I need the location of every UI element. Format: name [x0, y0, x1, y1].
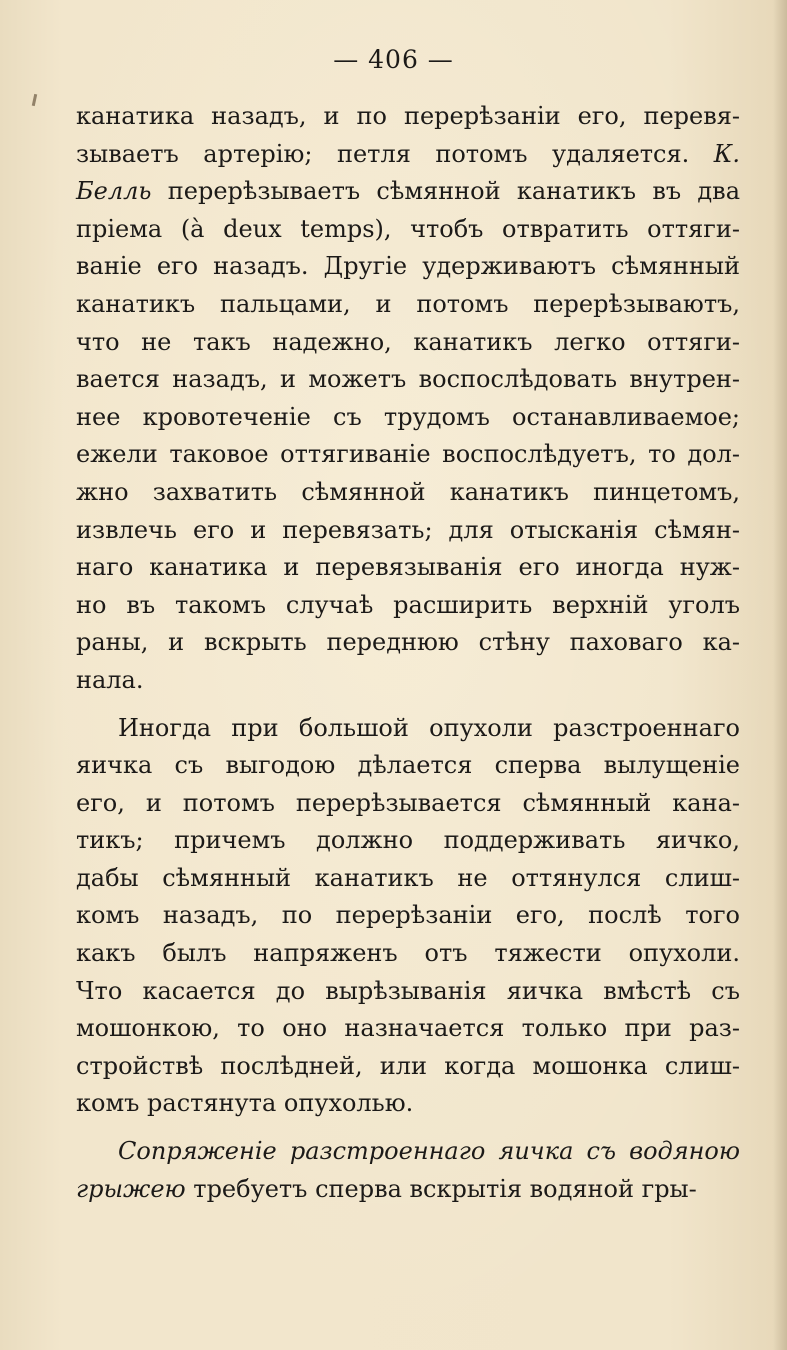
- text-segment: канатика назадъ, и по перерѣзанiи его, перевя-: [76, 102, 740, 130]
- text-segment: жно захватить сѣмянной канатикъ пинцетомъ,: [76, 477, 740, 506]
- text-line: [76, 822, 740, 860]
- text-line: [76, 286, 740, 324]
- text-line: [76, 747, 740, 785]
- text-segment: перерѣзываетъ сѣмянной канатикъ въ два: [151, 177, 740, 206]
- text-line: [76, 1133, 740, 1171]
- page-body-text: [76, 98, 740, 1208]
- text-segment: но въ такомъ случаѣ расширить верхнiй уголъ: [76, 590, 740, 619]
- text-line: [76, 436, 740, 474]
- text-line: [76, 1010, 740, 1048]
- text-segment: нала.: [76, 665, 144, 694]
- text-segment: тикъ; причемъ должно поддерживать яичко,: [76, 826, 740, 855]
- text-segment: дабы сѣмянный канатикъ не оттянулся слиш-: [76, 863, 740, 892]
- text-line: [76, 587, 740, 625]
- text-segment: что не такъ надежно, канатикъ легко оттяги-: [76, 327, 740, 356]
- text-line: [76, 173, 740, 211]
- text-line: [76, 1171, 740, 1209]
- text-line: [76, 935, 740, 973]
- text-segment: канатикъ пальцами, и потомъ перерѣзываютъ,: [76, 289, 740, 318]
- text-line: [76, 785, 740, 823]
- text-line: [76, 860, 740, 898]
- text-segment: зываетъ артерiю; петля потомъ удаляется.: [76, 139, 714, 168]
- text-segment: извлечь его и перевязать; для отысканiя сѣмян-: [76, 515, 740, 544]
- page-number: — 406 —: [333, 45, 454, 74]
- text-segment: Иногда при большой опухоли разстроеннаго: [118, 713, 740, 742]
- text-line: [76, 1048, 740, 1086]
- page-edge-shadow: [773, 0, 787, 1350]
- text-segment: прiема (à deux temps), чтобъ отвратить оттяги-: [76, 214, 740, 243]
- text-line: [76, 361, 740, 399]
- text-line: [76, 549, 740, 587]
- text-line: [76, 324, 740, 362]
- text-segment: вается назадъ, и можетъ воспослѣдовать внутрен-: [76, 365, 740, 394]
- paragraph-gap: [76, 700, 740, 710]
- text-line: [76, 897, 740, 935]
- text-segment: какъ былъ напряженъ отъ тяжести опухоли.: [76, 939, 740, 968]
- text-line: [76, 512, 740, 550]
- text-segment: яичка съ выгодою дѣлается сперва вылущенiе: [76, 751, 740, 780]
- text-line: [76, 136, 740, 174]
- text-line: [76, 474, 740, 512]
- paragraph-gap: [76, 1123, 740, 1133]
- text-line: [76, 710, 740, 748]
- stray-ink-mark: [32, 94, 37, 106]
- text-segment: раны, и вскрыть переднюю стѣну паховаго ка-: [76, 628, 740, 657]
- italic-text-segment: К.: [713, 139, 740, 168]
- italic-text-segment: грыжею: [76, 1174, 186, 1203]
- italic-text-segment: Белль: [76, 177, 152, 206]
- text-segment: ежели таковое оттягиванiе воспослѣдуетъ, то дол-: [76, 440, 740, 469]
- text-segment: Что касается до вырѣзыванiя яичка вмѣстѣ съ: [76, 976, 740, 1005]
- text-line: [76, 399, 740, 437]
- text-segment: мошонкою, то оно назначается только при раз-: [76, 1014, 740, 1043]
- text-segment: его, и потомъ перерѣзывается сѣмянный кана-: [76, 788, 740, 817]
- text-segment: ванiе его назадъ. Другiе удерживаютъ сѣмянный: [76, 252, 740, 281]
- text-line: [76, 248, 740, 286]
- text-segment: требуетъ сперва вскрытiя водяной гры-: [185, 1174, 697, 1203]
- text-line: [76, 1085, 740, 1123]
- text-segment: нее кровотеченiе съ трудомъ останавливаемое;: [76, 402, 740, 431]
- text-segment: комъ растянута опухолью.: [76, 1089, 414, 1118]
- text-line: [76, 624, 740, 662]
- text-segment: наго канатика и перевязыванiя его иногда нуж-: [76, 553, 740, 582]
- text-line: [76, 98, 740, 136]
- text-line: [76, 973, 740, 1011]
- text-segment: комъ назадъ, по перерѣзанiи его, послѣ того: [76, 901, 740, 930]
- text-line: [76, 211, 740, 249]
- text-segment: стройствѣ послѣдней, или когда мошонка слиш-: [76, 1051, 740, 1080]
- italic-text-segment: Сопряженiе разстроеннаго яичка съ водяною: [118, 1137, 740, 1166]
- text-line: [76, 662, 740, 700]
